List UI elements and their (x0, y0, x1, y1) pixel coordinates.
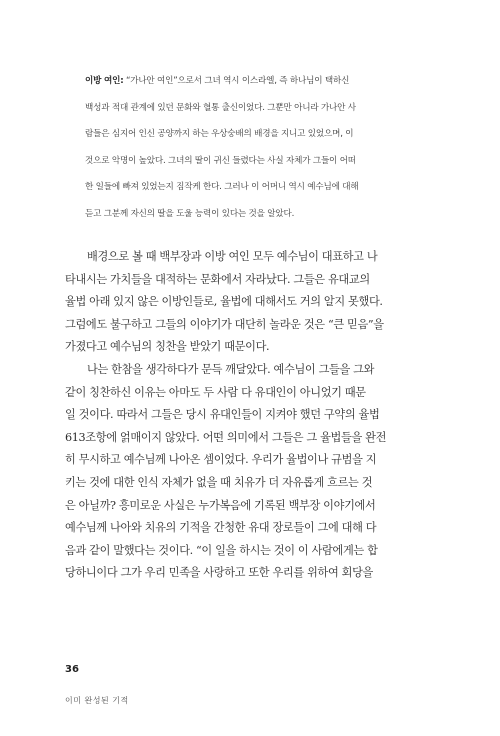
main-body-text (65, 246, 435, 585)
paragraph-2-line: 나는 한참을 생각하다가 문득 깨달았다. 예수님이 그들을 그와 (87, 362, 375, 376)
note-line: 듣고 그분께 자신의 딸을 도울 능력이 있다는 것을 알았다. (85, 208, 295, 219)
note-line: 백성과 적대 관계에 있던 문화와 혈통 출신이었다. 그뿐만 아니라 가나안 사 (85, 102, 356, 113)
sidebar-note (85, 68, 430, 228)
paragraph-1-line: 타내시는 가치들을 대적하는 문화에서 자라났다. 그들은 유대교의 (65, 272, 370, 286)
paragraph-2-line: 키는 것에 대한 인식 자체가 없을 때 치유가 더 자유롭게 흐르는 것 (65, 475, 373, 489)
paragraph-1-line: 배경으로 볼 때 백부장과 이방 여인 모두 예수님이 대표하고 나 (87, 250, 378, 263)
paragraph-2-line: 당하니이다 그가 우리 민족을 사랑하고 또한 우리를 위하여 회당을 (65, 566, 373, 580)
paragraph-1-line: 율법 아래 있지 않은 이방인들로, 율법에 대해서도 거의 알지 못했다. (65, 295, 383, 309)
paragraph-2-line: 히 무시하고 예수님께 나아온 셈이었다. 우리가 율법이나 규범을 지 (65, 453, 377, 467)
note-line: 람들은 심지어 인신 공양까지 하는 우상숭배의 배경을 지니고 있었으며, 이 (85, 129, 354, 140)
note-line: 것으로 악명이 높았다. 그녀의 딸이 귀신 들렸다는 사실 자체가 그들이 어떠 (85, 155, 356, 166)
paragraph-1-line: 그럼에도 불구하고 그들의 이야기가 대단히 놀라운 것은 “큰 믿음”을 (65, 317, 384, 331)
note-line-1 (85, 68, 430, 95)
paragraph-2-line: 일 것이다. 따라서 그들은 당시 유대인들이 지켜야 했던 구약의 율법 (65, 408, 380, 422)
note-term: 이방 여인: (85, 76, 124, 86)
page-number: 36 (65, 664, 79, 675)
paragraph-2-line: 음과 같이 말했다는 것이다. “이 일을 하시는 것이 이 사람에게는 합 (65, 543, 378, 557)
running-title: 이미 완성된 기적 (65, 696, 129, 705)
paragraph-2-line: 613조항에 얽매이지 않았다. 어떤 의미에서 그들은 그 율법들을 완전 (65, 430, 387, 444)
paragraph-2-line: 은 아닐까? 흥미로운 사실은 누가복음에 기록된 백부장 이야기에서 (65, 498, 376, 512)
paragraph-1-line: 가졌다고 예수님의 칭찬을 받았기 때문이다. (65, 340, 270, 354)
paragraph-2-line: 예수님께 나아와 치유의 기적을 간청한 유대 장로들이 그에 대해 다 (65, 521, 377, 535)
paragraph-2-line: 같이 칭찬하신 이유는 아마도 두 사람 다 유대인이 아니었기 때문 (65, 385, 366, 399)
note-line-1-text: “가나안 여인”으로서 그녀 역시 이스라엘, 즉 하나님이 택하신 (123, 76, 350, 86)
note-line: 한 일들에 빠져 있었는지 짐작케 한다. 그러나 이 어머니 역시 예수님에 대해 (85, 182, 359, 193)
